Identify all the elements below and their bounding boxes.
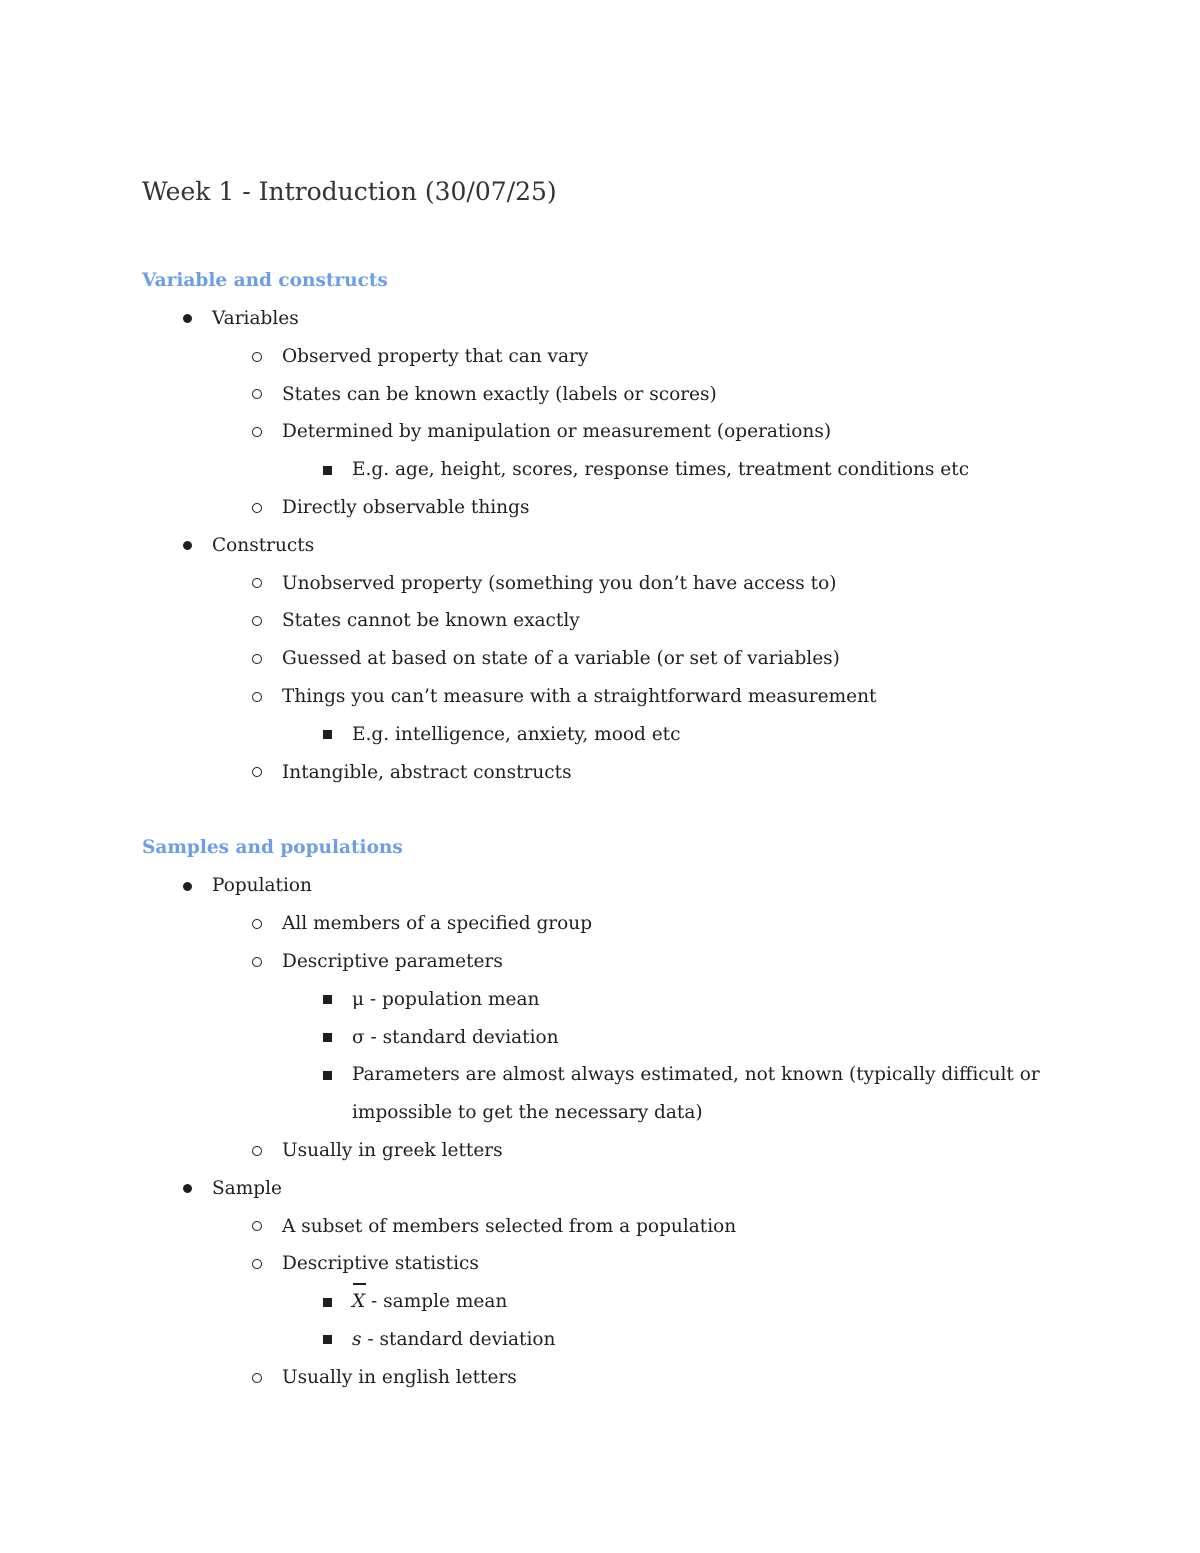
list-item-text: Observed property that can vary bbox=[282, 345, 589, 367]
bullet-dot-icon bbox=[177, 300, 197, 338]
list-item-text: All members of a specified group bbox=[282, 913, 593, 935]
list-item bbox=[352, 1056, 1082, 1132]
list-item-text: Things you can’t measure with a straightforward measurement bbox=[282, 685, 877, 707]
list-item-text: Variables bbox=[212, 308, 299, 329]
bullet-circle-icon bbox=[247, 678, 267, 716]
list-item bbox=[352, 1321, 1082, 1359]
bullet-square-icon bbox=[317, 1321, 337, 1359]
list-item bbox=[282, 1132, 1082, 1170]
list-item-text: Guessed at based on state of a variable (or set of variables) bbox=[282, 648, 840, 670]
list-item-text: μ - population mean bbox=[352, 988, 540, 1010]
sub-list bbox=[212, 565, 1082, 792]
bullet-circle-icon bbox=[247, 376, 267, 414]
bullet-circle-icon bbox=[247, 1245, 267, 1283]
sub-sub-list bbox=[282, 981, 1082, 1132]
document-page bbox=[142, 172, 1082, 1397]
sub-sub-list bbox=[282, 1283, 1082, 1359]
list-item-text: Intangible, abstract constructs bbox=[282, 761, 572, 783]
list-item bbox=[282, 489, 1082, 527]
list-item-text: Usually in english letters bbox=[282, 1366, 517, 1388]
list-item bbox=[282, 754, 1082, 792]
bullet-square-icon bbox=[317, 1019, 337, 1057]
list-item-text: States cannot be known exactly bbox=[282, 610, 580, 632]
list-item bbox=[352, 1019, 1082, 1057]
x-bar-symbol: X bbox=[352, 1283, 365, 1321]
list-item-text: Unobserved property (something you don’t have access to) bbox=[282, 572, 837, 594]
bullet-square-icon bbox=[317, 716, 337, 754]
list-item bbox=[282, 602, 1082, 640]
list-item-text: States can be known exactly (labels or scores) bbox=[282, 383, 717, 405]
list-item-text: - sample mean bbox=[365, 1291, 508, 1313]
list-item-text: Parameters are almost always estimated, not known (typically difficult or impossible to get the necessary data) bbox=[352, 1064, 1040, 1124]
sub-sub-list bbox=[282, 716, 1082, 754]
bullet-dot-icon bbox=[177, 527, 197, 565]
list-item-text: Population bbox=[212, 875, 312, 897]
bullet-circle-icon bbox=[247, 489, 267, 527]
list-item bbox=[352, 1283, 1082, 1321]
list-item bbox=[352, 716, 1082, 754]
list-item bbox=[282, 905, 1082, 943]
bullet-dot-icon bbox=[177, 867, 197, 905]
bullet-circle-icon bbox=[247, 905, 267, 943]
list-item bbox=[212, 527, 1082, 792]
bullet-list bbox=[142, 867, 1082, 1396]
bullet-square-icon bbox=[317, 1283, 337, 1321]
sub-list bbox=[212, 905, 1082, 1170]
list-item bbox=[352, 451, 1082, 489]
list-item bbox=[282, 1359, 1082, 1397]
bullet-circle-icon bbox=[247, 754, 267, 792]
bullet-square-icon bbox=[317, 981, 337, 1019]
bullet-circle-icon bbox=[247, 1359, 267, 1397]
bullet-circle-icon bbox=[247, 338, 267, 376]
s-symbol: s bbox=[352, 1328, 362, 1350]
list-item-text: E.g. age, height, scores, response times, treatment conditions etc bbox=[352, 459, 970, 481]
bullet-circle-icon bbox=[247, 565, 267, 603]
list-item bbox=[282, 413, 1082, 489]
bullet-square-icon bbox=[317, 1056, 337, 1094]
list-item-text: Constructs bbox=[212, 534, 315, 556]
section-heading-variables: Variable and constructs bbox=[142, 270, 388, 291]
list-item bbox=[282, 376, 1082, 414]
list-item bbox=[282, 640, 1082, 678]
list-item bbox=[212, 867, 1082, 1169]
bullet-list bbox=[142, 300, 1082, 791]
list-item bbox=[282, 943, 1082, 1132]
list-item-text: Descriptive parameters bbox=[282, 950, 503, 972]
bullet-circle-icon bbox=[247, 943, 267, 981]
list-item bbox=[282, 338, 1082, 376]
list-item-text: Sample bbox=[212, 1177, 282, 1199]
list-item bbox=[212, 300, 1082, 527]
list-item-text: Directly observable things bbox=[282, 496, 530, 518]
page-title: Week 1 - Introduction (30/07/25) bbox=[142, 177, 557, 206]
list-item bbox=[282, 678, 1082, 754]
bullet-dot-icon bbox=[177, 1170, 197, 1208]
bullet-circle-icon bbox=[247, 1208, 267, 1246]
bullet-circle-icon bbox=[247, 602, 267, 640]
sub-sub-list bbox=[282, 451, 1082, 489]
list-item-text: E.g. intelligence, anxiety, mood etc bbox=[352, 723, 681, 745]
bullet-circle-icon bbox=[247, 640, 267, 678]
list-item-text: Usually in greek letters bbox=[282, 1139, 503, 1161]
bullet-square-icon bbox=[317, 451, 337, 489]
bullet-circle-icon bbox=[247, 413, 267, 451]
sub-list bbox=[212, 338, 1082, 527]
sub-list bbox=[212, 1208, 1082, 1397]
list-item-text: Determined by manipulation or measurement (operations) bbox=[282, 421, 832, 443]
list-item-text: Descriptive statistics bbox=[282, 1253, 479, 1275]
section-heading-samples: Samples and populations bbox=[142, 837, 403, 859]
list-item bbox=[212, 1170, 1082, 1397]
list-item-text: σ - standard deviation bbox=[352, 1026, 559, 1048]
list-item bbox=[282, 1245, 1082, 1358]
list-item bbox=[352, 981, 1082, 1019]
list-item bbox=[282, 1208, 1082, 1246]
list-item bbox=[282, 565, 1082, 603]
list-item-text: - standard deviation bbox=[361, 1328, 556, 1350]
bullet-circle-icon bbox=[247, 1132, 267, 1170]
list-item-text: A subset of members selected from a population bbox=[282, 1215, 737, 1237]
